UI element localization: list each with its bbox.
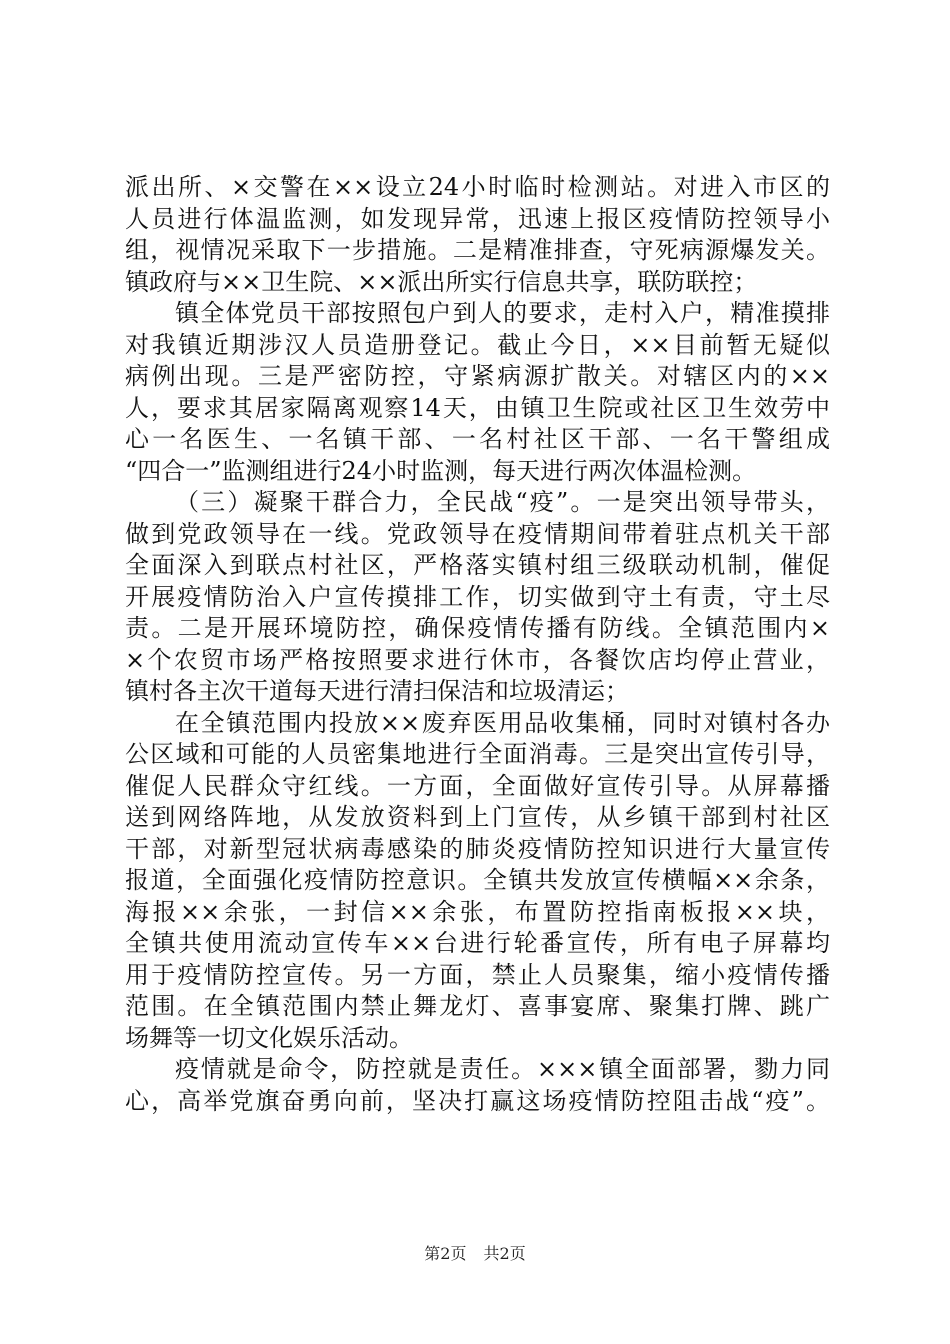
text-line: 病例出现。三是严密防控，守紧病源扩散关。对辖区内的×× [125,362,830,390]
text-line: 场舞等一切文化娱乐活动。 [125,1023,413,1052]
text-line: 镇政府与××卫生院、××派出所实行信息共享，联防联控； [125,267,758,296]
text-line: 心，高举党旗奋勇向前，坚决打赢这场疫情防控阻击战“疫”。 [125,1086,830,1115]
text-line: 送到网络阵地，从发放资料到上门宣传，从乡镇干部到村社区 [125,803,830,831]
text-line: 镇村各主次干道每天进行清扫保洁和垃圾清运； [125,677,629,705]
text-line: 用于疫情防控宣传。另一方面，禁止人员聚集，缩小疫情传播 [125,960,830,989]
text-line: 催促人民群众守红线。一方面，全面做好宣传引导。从屏幕播 [125,771,830,800]
text-line: 人员进行体温监测，如发现异常，迅速上报区疫情防控领导小 [125,204,830,233]
text-line: 公区域和可能的人员密集地进行全面消毒。三是突出宣传引导， [125,740,830,768]
text-line: 心一名医生、一名镇干部、一名村社区干部、一名干警组成 [125,425,830,453]
text-line: 海报××余张，一封信××余张，布置防控指南板报××块， [125,897,830,926]
text-line: 全镇共使用流动宣传车××台进行轮番宣传，所有电子屏幕均 [125,929,830,957]
text-line: 人，要求其居家隔离观察14天，由镇卫生院或社区卫生效劳中 [125,393,830,422]
text-line: 派出所、×交警在××设立24小时临时检测站。对进入市区的 [125,173,830,201]
text-line: （三）凝聚干群合力，全民战“疫”。一是突出领导带头， [175,488,830,516]
text-line: “四合一”监测组进行24小时监测，每天进行两次体温检测。 [125,456,757,485]
text-line: 在全镇范围内投放××废弃医用品收集桶，同时对镇村各办 [175,708,830,737]
text-line: 对我镇近期涉汉人员造册登记。截止今日，××目前暂无疑似 [125,330,830,359]
page-footer [0,1244,950,1264]
text-line: 疫情就是命令，防控就是责任。×××镇全面部署，勠力同 [175,1055,830,1083]
text-line: 组，视情况采取下一步措施。二是精准排查，守死病源爆发关。 [125,236,830,264]
text-line: 镇全体党员干部按照包户到人的要求，走村入户，精准摸排 [175,299,830,327]
text-line: 责。二是开展环境防控，确保疫情传播有防线。全镇范围内× [125,614,830,642]
page-number-current: 第2页 [424,1244,467,1263]
text-line: 做到党政领导在一线。党政领导在疫情期间带着驻点机关干部 [125,519,830,548]
document-body [125,172,830,1117]
text-line: 开展疫情防治入户宣传摸排工作，切实做到守土有责，守土尽 [125,582,830,611]
text-line: ×个农贸市场严格按照要求进行休市，各餐饮店均停止营业， [125,645,830,674]
text-line: 干部，对新型冠状病毒感染的肺炎疫情防控知识进行大量宣传 [125,834,830,863]
text-line: 报道，全面强化疫情防控意识。全镇共发放宣传横幅××余条， [125,866,830,894]
text-line: 范围。在全镇范围内禁止舞龙灯、喜事宴席、聚集打牌、跳广 [125,992,830,1020]
page-number-total: 共2页 [483,1244,526,1263]
text-line: 全面深入到联点村社区，严格落实镇村组三级联动机制，催促 [125,551,830,579]
